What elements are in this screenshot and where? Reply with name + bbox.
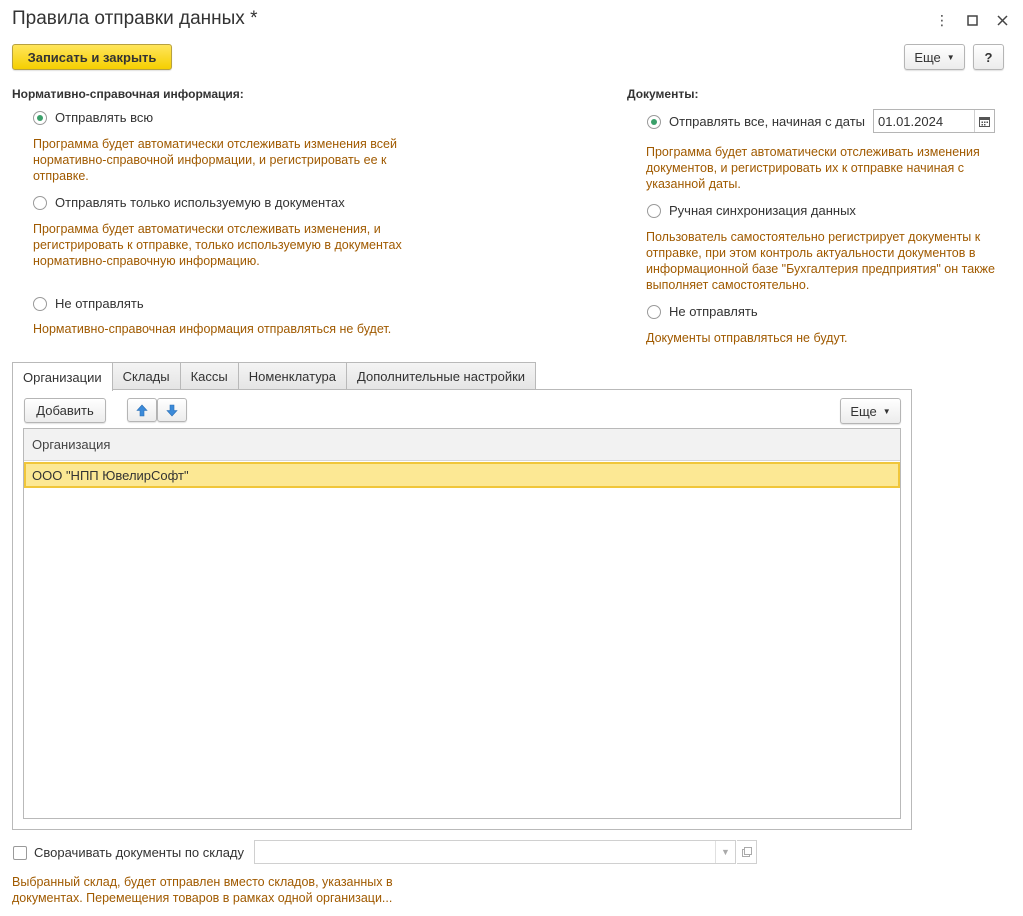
docs-hint-do-not-send	[646, 330, 848, 346]
radio-unchecked-icon[interactable]	[33, 297, 47, 311]
hint-line: Выбранный склад, будет отправлен вместо складов, указанных в	[12, 875, 393, 889]
hint-line: выполняет самостоятельно.	[646, 278, 810, 292]
more-button-label: Еще	[914, 49, 941, 65]
window-title: Правила отправки данных *	[12, 8, 258, 29]
warehouse-select[interactable]	[254, 840, 736, 864]
panel-more-button[interactable]	[840, 398, 901, 424]
organizations-table[interactable]	[23, 428, 901, 819]
tab-organizations[interactable]: Организации	[12, 362, 113, 391]
docs-option-manual-sync[interactable]	[647, 203, 856, 218]
nsi-option-used-only[interactable]	[33, 195, 345, 210]
tab-cash-desks[interactable]: Кассы	[180, 362, 239, 390]
hint-line: документах. Перемещения товаров в рамках одной организаци...	[12, 891, 393, 905]
maximize-square-icon	[967, 15, 978, 26]
nsi-option-send-all[interactable]	[33, 110, 153, 125]
hint-line: нормативно-справочную информацию.	[33, 254, 260, 268]
collapse-by-warehouse-label: Сворачивать документы по складу	[34, 845, 245, 860]
open-form-button[interactable]	[737, 840, 757, 864]
move-up-button[interactable]	[127, 398, 157, 422]
hint-line: Нормативно-справочная информация отправляться не будет.	[33, 322, 392, 336]
nsi-option-label: Отправлять только используемую в документах	[55, 195, 345, 210]
collapse-by-warehouse-option[interactable]	[13, 845, 244, 860]
chevron-down-icon[interactable]: ▼	[715, 841, 735, 863]
calendar-glyph-icon	[979, 116, 990, 127]
hint-line: Программа будет автоматически отслеживать изменения всей	[33, 137, 397, 151]
arrow-down-icon	[166, 404, 178, 417]
docs-hint-manual-sync	[646, 229, 995, 293]
collapse-hint	[12, 874, 393, 906]
hint-line: отправке, при этом контроль актуальности документов в	[646, 246, 976, 260]
nsi-hint-used-only	[33, 221, 402, 269]
nsi-option-label: Не отправлять	[55, 296, 144, 311]
tab-additional-settings[interactable]: Дополнительные настройки	[346, 362, 536, 390]
hint-line: информационной базе "Бухгалтерия предприятия" он также	[646, 262, 995, 276]
hint-line: нормативно-справочной информации, и регистрировать ее к	[33, 153, 387, 167]
nsi-hint-do-not-send	[33, 321, 391, 337]
tab-nomenclature[interactable]: Номенклатура	[238, 362, 347, 390]
radio-checked-icon[interactable]	[647, 115, 661, 129]
nsi-option-do-not-send[interactable]	[33, 296, 144, 311]
docs-section-title: Документы:	[627, 87, 699, 101]
close-x-icon	[997, 15, 1008, 26]
nsi-option-label: Отправлять всю	[55, 110, 154, 125]
hint-line: указанной даты.	[646, 177, 741, 191]
hint-line: Программа будет автоматически отслеживать изменения, и	[33, 222, 381, 236]
hint-line: отправке.	[33, 169, 89, 183]
close-icon[interactable]	[992, 10, 1012, 30]
maximize-icon[interactable]	[962, 10, 982, 30]
start-date-field[interactable]	[873, 109, 995, 133]
radio-checked-icon[interactable]	[33, 111, 47, 125]
docs-option-from-date[interactable]	[647, 114, 865, 129]
hint-line: документов, и регистрировать их к отправке начиная с	[646, 161, 964, 175]
more-actions-icon[interactable]: ⋮	[935, 11, 949, 28]
start-date-value[interactable]: 01.01.2024	[878, 113, 944, 129]
hint-line: Пользователь самостоятельно регистрирует документы к	[646, 230, 981, 244]
hint-line: Программа будет автоматически отслеживать изменения	[646, 145, 980, 159]
arrow-up-icon	[136, 404, 148, 417]
more-button[interactable]	[904, 44, 965, 70]
tab-warehouses[interactable]: Склады	[112, 362, 181, 390]
checkbox-icon[interactable]	[13, 846, 27, 860]
docs-option-label: Отправлять все, начиная с даты	[669, 114, 866, 129]
chevron-down-icon: ▼	[946, 52, 955, 62]
column-header-organization[interactable]: Организация	[24, 429, 900, 461]
hint-line: Документы отправляться не будут.	[646, 331, 848, 345]
nsi-section-title: Нормативно-справочная информация:	[12, 87, 244, 101]
nsi-hint-send-all	[33, 136, 397, 184]
docs-option-label: Ручная синхронизация данных	[669, 203, 856, 218]
panel-more-label: Еще	[850, 403, 877, 419]
open-window-icon	[742, 847, 752, 857]
docs-option-label: Не отправлять	[669, 304, 758, 319]
docs-hint-from-date	[646, 144, 980, 192]
hint-line: регистрировать к отправке, только используемую в документах	[33, 238, 402, 252]
chevron-down-icon: ▼	[882, 406, 891, 416]
table-row[interactable]: ООО "НПП ЮвелирСофт"	[24, 462, 900, 488]
radio-unchecked-icon[interactable]	[33, 196, 47, 210]
docs-option-do-not-send[interactable]	[647, 304, 758, 319]
save-and-close-button[interactable]: Записать и закрыть	[12, 44, 172, 70]
calendar-icon[interactable]	[974, 110, 994, 132]
help-button[interactable]: ?	[973, 44, 1004, 70]
add-button[interactable]: Добавить	[24, 398, 106, 423]
tab-bar	[12, 362, 535, 391]
radio-unchecked-icon[interactable]	[647, 305, 661, 319]
move-down-button[interactable]	[157, 398, 187, 422]
radio-unchecked-icon[interactable]	[647, 204, 661, 218]
